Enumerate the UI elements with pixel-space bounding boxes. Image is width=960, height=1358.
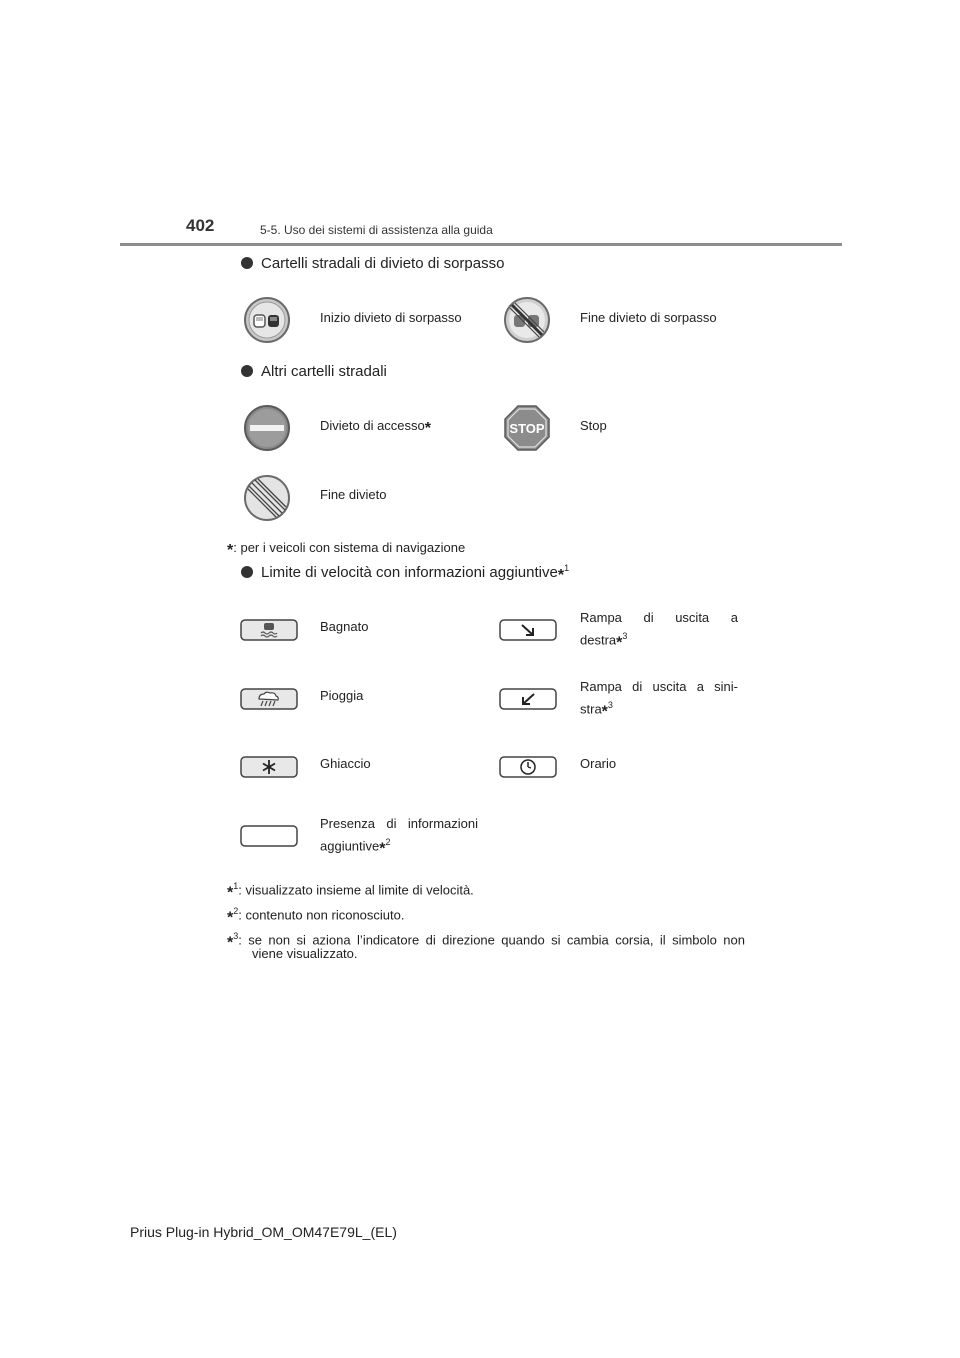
footnote-number: 2 xyxy=(385,837,391,847)
bullet-icon xyxy=(241,365,253,377)
navigation-footnote xyxy=(227,539,465,557)
footnote-marker: * xyxy=(227,542,234,559)
left-exit-ramp-label-text: stra xyxy=(580,701,602,717)
right-exit-ramp-label-line1: Rampa di uscita a xyxy=(580,610,738,625)
overtaking-heading-text: Cartelli stradali di divieto di sorpasso xyxy=(261,255,505,272)
left-exit-ramp-label-line1: Rampa di uscita a sini- xyxy=(580,679,738,694)
additional-info-label-text: aggiuntive xyxy=(320,838,380,854)
footnote-marker: * xyxy=(227,884,234,902)
end-no-overtaking-sign-icon xyxy=(503,296,551,344)
footnote-marker: * xyxy=(424,420,432,437)
footnote-3-text: : se non si aziona l’indicatore di direzione quando si cambia corsia, il simbolo non xyxy=(238,932,745,948)
end-no-overtaking-label: Fine divieto di sorpasso xyxy=(580,310,717,325)
footnote-marker: * xyxy=(557,567,565,584)
no-entry-label xyxy=(320,417,431,435)
page-number: 402 xyxy=(186,216,215,235)
overtaking-heading xyxy=(241,255,504,272)
footnote-number: 1 xyxy=(233,881,239,891)
footnote-number: 2 xyxy=(233,906,239,916)
end-of-restriction-label: Fine divieto xyxy=(320,487,387,502)
no-overtaking-label: Inizio divieto di sorpasso xyxy=(320,310,462,325)
footnote-number: 3 xyxy=(233,931,239,941)
rain-label: Pioggia xyxy=(320,688,364,703)
other-signs-heading xyxy=(241,363,387,380)
stop-sign-icon xyxy=(503,404,551,452)
header-divider xyxy=(120,243,842,246)
footnote-number: 3 xyxy=(622,631,628,641)
end-of-restriction-sign-icon xyxy=(243,474,291,522)
additional-info-label-line2 xyxy=(320,833,391,858)
speed-info-heading xyxy=(241,563,570,584)
stop-sign-text: STOP xyxy=(509,421,545,436)
additional-info-label-line1: Presenza di informazioni xyxy=(320,816,478,831)
stop-label: Stop xyxy=(580,418,607,433)
footnote-1 xyxy=(227,877,474,902)
no-entry-label-text: Divieto di accesso xyxy=(320,418,425,433)
footnote-marker: * xyxy=(601,703,608,721)
right-exit-ramp-label-text: destra xyxy=(580,632,617,648)
left-exit-ramp-panel-icon xyxy=(499,688,557,710)
footnote-number: 1 xyxy=(564,563,570,573)
section-title: 5-5. Uso dei sistemi di assistenza alla guida xyxy=(260,223,493,237)
footnote-1-text: : visualizzato insieme al limite di velocità. xyxy=(238,882,474,898)
wet-label: Bagnato xyxy=(320,619,369,634)
ice-label: Ghiaccio xyxy=(320,756,371,771)
no-entry-sign-icon xyxy=(243,404,291,452)
footnote-marker: * xyxy=(227,909,234,927)
navigation-footnote-text: : per i veicoli con sistema di navigazione xyxy=(233,540,466,555)
bullet-icon xyxy=(241,566,253,578)
footnote-marker: * xyxy=(227,934,234,952)
no-overtaking-sign-icon xyxy=(243,296,291,344)
speed-info-heading-text: Limite di velocità con informazioni aggiuntive xyxy=(261,564,558,581)
footnote-2 xyxy=(227,902,405,927)
time-label: Orario xyxy=(580,756,617,771)
rain-panel-icon xyxy=(240,688,298,710)
time-panel-icon xyxy=(499,756,557,778)
right-exit-ramp-label-line2 xyxy=(580,627,628,652)
footnote-number: 3 xyxy=(607,700,613,710)
left-exit-ramp-label-line2 xyxy=(580,696,613,721)
bullet-icon xyxy=(241,257,253,269)
footnote-marker: * xyxy=(379,840,386,858)
wet-road-panel-icon xyxy=(240,619,298,641)
footnote-marker: * xyxy=(616,634,623,652)
ice-panel-icon xyxy=(240,756,298,778)
other-signs-heading-text: Altri cartelli stradali xyxy=(261,363,387,380)
footnote-2-text: : contenuto non riconosciuto. xyxy=(238,907,405,923)
footnote-3-line2: viene visualizzato. xyxy=(252,946,358,961)
additional-info-panel-icon xyxy=(240,825,298,847)
document-footer: Prius Plug-in Hybrid_OM_OM47E79L_(EL) xyxy=(130,1224,397,1240)
right-exit-ramp-panel-icon xyxy=(499,619,557,641)
